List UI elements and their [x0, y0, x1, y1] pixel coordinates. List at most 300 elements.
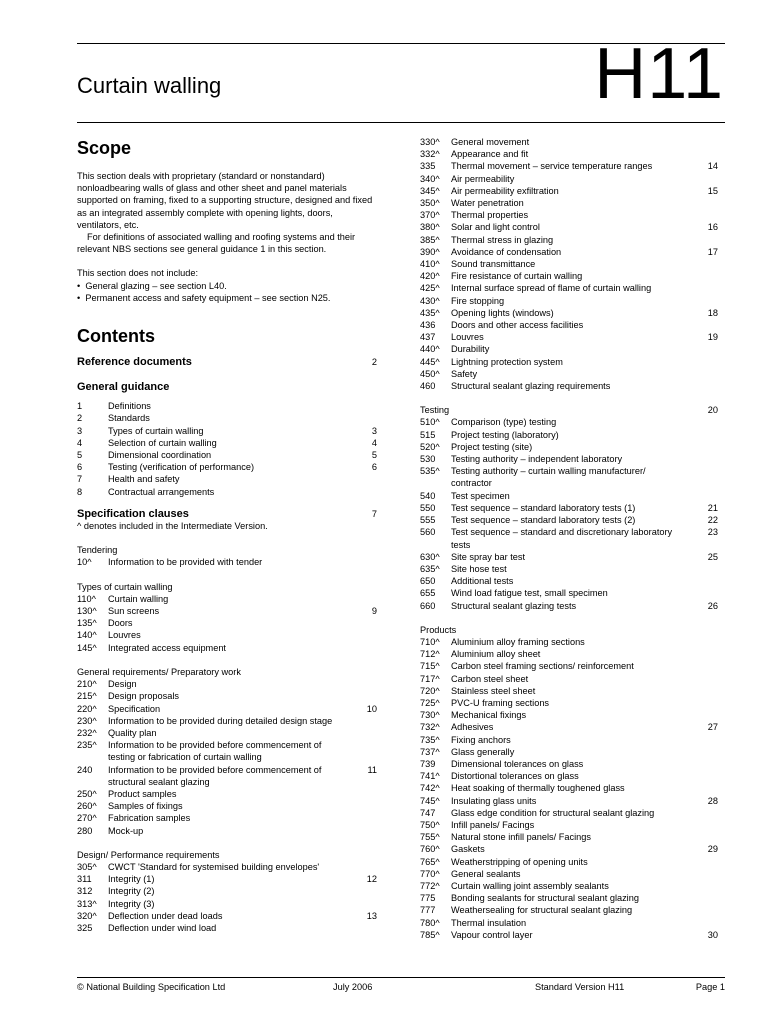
clause-title: Types of curtain walling [108, 425, 204, 436]
clause-entry [77, 642, 377, 654]
clause-page [688, 831, 718, 843]
clause-title: Air permeability [451, 173, 515, 184]
clause-title: Air permeability exfiltration [451, 185, 559, 196]
clause-number: 436 [420, 320, 436, 331]
clause-title: Testing authority – curtain walling manufacturer/ contractor [451, 466, 646, 489]
clause-entry [420, 209, 718, 221]
clause-title: Fire stopping [451, 295, 505, 306]
clause-number: 780^ [420, 917, 440, 928]
scope-bullet: • General glazing – see section L40. [77, 280, 227, 291]
clause-title: Doors [108, 618, 133, 629]
guidance-item [77, 449, 377, 461]
clause-title: Thermal properties [451, 210, 529, 221]
clause-page: 5 [371, 450, 377, 461]
clause-title: Stainless steel sheet [451, 685, 536, 696]
clause-number: 745^ [420, 795, 440, 806]
specification-clauses-entry: Specification clauses 7 [77, 507, 377, 520]
clause-entry [77, 764, 377, 788]
clause-title: Safety [451, 368, 478, 379]
clause-entry [77, 739, 377, 763]
clause-entry [77, 629, 377, 641]
clause-title: Test sequence – standard laboratory tests (2) [451, 515, 636, 526]
clause-page [347, 400, 377, 412]
clause-entry [77, 800, 377, 812]
clause-group-title: Design/ Performance requirements [77, 849, 220, 860]
clause-number: 777 [420, 905, 436, 916]
clause-title: Design proposals [108, 691, 179, 702]
clause-entry [420, 246, 718, 258]
clause-title: Information to be provided before commencement of structural sealant glazing [108, 764, 322, 787]
clause-entry [420, 856, 718, 868]
clause-title: Samples of fixings [108, 801, 183, 812]
clause-page [688, 673, 718, 685]
clause-number: 220^ [77, 703, 97, 714]
clause-number: 350^ [420, 198, 440, 209]
clause-page [347, 739, 377, 763]
clause-title: Standards [108, 413, 150, 424]
clause-entry [77, 898, 377, 910]
clause-group-title: Testing 20 [420, 405, 718, 416]
clause-title: Wind load fatigue test, small specimen [451, 588, 608, 599]
clause-number: 232^ [77, 727, 97, 738]
page-title: Curtain walling [77, 73, 222, 98]
clause-title: Weathersealing for structural sealant glazing [451, 905, 633, 916]
clause-entry [420, 258, 718, 270]
clause-entry [420, 892, 718, 904]
clause-entry [420, 453, 718, 465]
clause-group-title: Tendering [77, 545, 118, 556]
clause-entry [420, 221, 718, 233]
clause-number: 340^ [420, 173, 440, 184]
clause-entry [420, 502, 718, 514]
clause-page [347, 642, 377, 654]
clause-entry [420, 270, 718, 282]
clause-number: 270^ [77, 813, 97, 824]
clause-page [688, 258, 718, 270]
clause-entry [420, 441, 718, 453]
clause-page: 27 [707, 722, 718, 733]
guidance-item [77, 425, 377, 437]
clause-title: Louvres [451, 332, 484, 343]
clause-number: 325 [77, 922, 93, 933]
clause-number: 742^ [420, 783, 440, 794]
clause-entry [77, 727, 377, 739]
scope-bullet: • Permanent access and safety equipment – see section N25. [77, 292, 331, 303]
clause-number: 510^ [420, 417, 440, 428]
clause-page [688, 343, 718, 355]
clause-title: Insulating glass units [451, 795, 537, 806]
clause-page [347, 556, 377, 568]
clause-title: Bonding sealants for structural sealant glazing [451, 893, 639, 904]
clause-number: 210^ [77, 679, 97, 690]
clause-number: 535^ [420, 466, 440, 477]
clause-page: 6 [371, 462, 377, 473]
clause-page [688, 746, 718, 758]
clause-title: Thermal movement – service temperature ranges [451, 161, 653, 172]
clause-entry [420, 673, 718, 685]
clause-title: Test sequence – standard laboratory tests (1) [451, 502, 636, 513]
clause-title: Durability [451, 344, 490, 355]
clause-title: CWCT 'Standard for systemised building envelopes' [108, 861, 320, 872]
clause-title: Comparison (type) testing [451, 417, 557, 428]
clause-number: 712^ [420, 649, 440, 660]
clause-page: 21 [707, 502, 718, 513]
clause-entry [420, 234, 718, 246]
clause-page [688, 587, 718, 599]
clause-page [688, 270, 718, 282]
clause-title: Internal surface spread of flame of curtain walling [451, 283, 652, 294]
clause-page [347, 861, 377, 873]
clause-entry [420, 685, 718, 697]
clause-group-title: General requirements/ Preparatory work [77, 666, 241, 677]
clause-number: 420^ [420, 271, 440, 282]
clause-number: 130^ [77, 606, 97, 617]
clause-number: 230^ [77, 715, 97, 726]
clause-number: 390^ [420, 246, 440, 257]
clause-number: 515 [420, 429, 436, 440]
clause-number: 240 [77, 764, 93, 775]
clause-number: 741^ [420, 771, 440, 782]
clause-entry [420, 917, 718, 929]
clause-page: 12 [366, 874, 377, 885]
clause-entry [420, 758, 718, 770]
clause-number: 460 [420, 381, 436, 392]
clause-entry [420, 880, 718, 892]
clause-entry [77, 885, 377, 897]
clause-title: Site hose test [451, 563, 507, 574]
footer-date: July 2006 [333, 982, 373, 992]
clause-title: Information to be provided before commencement of testing or fabrication of curtain walling [108, 740, 322, 763]
clause-entry [420, 770, 718, 782]
clause-number: 755^ [420, 832, 440, 843]
clause-title: Vapour control layer [451, 929, 533, 940]
clause-page [688, 416, 718, 428]
clause-number: 630^ [420, 551, 440, 562]
clause-entry [77, 873, 377, 885]
clause-number: 135^ [77, 618, 97, 629]
clause-page: 19 [707, 332, 718, 343]
clause-groups-right [420, 136, 718, 941]
clause-page [347, 715, 377, 727]
clause-title: Mock-up [108, 825, 144, 836]
clause-title: Testing authority – independent laboratory [451, 454, 623, 465]
footer-copyright: © National Building Specification Ltd [77, 982, 226, 992]
guidance-item [77, 437, 377, 449]
clause-entry [420, 587, 718, 599]
guidance-list [77, 400, 377, 498]
clause-title: Product samples [108, 788, 177, 799]
clause-title: Contractual arrangements [108, 486, 215, 497]
clause-entry [420, 575, 718, 587]
clause-entry [77, 556, 377, 568]
clause-entry [77, 825, 377, 837]
clause-page: 11 [367, 764, 377, 775]
clause-number: 4 [77, 437, 83, 448]
clause-title: Definitions [108, 401, 151, 412]
clause-entry [77, 861, 377, 873]
general-guidance-entry: General guidance [77, 381, 170, 394]
clause-group [77, 544, 377, 568]
clause-title: Information to be provided with tender [108, 557, 263, 568]
clause-page: 17 [707, 246, 718, 257]
clause-entry [77, 593, 377, 605]
clause-entry [420, 429, 718, 441]
clause-page [688, 697, 718, 709]
clause-page: 4 [371, 437, 377, 448]
clause-title: Infill panels/ Facings [451, 819, 535, 830]
clause-entry [420, 660, 718, 672]
clause-title: Integrity (3) [108, 898, 155, 909]
footer-page-number: Page 1 [695, 982, 725, 992]
clause-group [77, 666, 377, 837]
clause-number: 440^ [420, 344, 440, 355]
clause-group [77, 581, 377, 654]
clause-title: Fabrication samples [108, 813, 191, 824]
clause-page [688, 770, 718, 782]
contents-heading: Contents [77, 326, 155, 347]
clause-page [347, 617, 377, 629]
clause-entry [420, 636, 718, 648]
clause-number: 332^ [420, 149, 440, 160]
clause-entry [420, 282, 718, 294]
clause-page [347, 486, 377, 498]
clause-title: Glass generally [451, 746, 515, 757]
clause-title: Fixing anchors [451, 734, 511, 745]
clause-page [347, 593, 377, 605]
clause-entry [77, 690, 377, 702]
clause-number: 445^ [420, 356, 440, 367]
clause-page: 29 [707, 844, 718, 855]
clause-entry [420, 782, 718, 794]
clause-page: 26 [707, 600, 718, 611]
reference-documents-entry: Reference documents 2 [77, 356, 377, 369]
clause-entry [420, 307, 718, 319]
guidance-item [77, 486, 377, 498]
clause-number: 215^ [77, 691, 97, 702]
clause-title: Test specimen [451, 490, 510, 501]
clause-page [347, 629, 377, 641]
clause-page [688, 380, 718, 392]
clause-title: Glass edge condition for structural sealant glazing [451, 807, 655, 818]
clause-entry [420, 868, 718, 880]
clause-page [347, 727, 377, 739]
clause-title: Integrity (2) [108, 886, 155, 897]
clause-page [688, 636, 718, 648]
clause-title: Weatherstripping of opening units [451, 856, 588, 867]
footer-version: Standard Version H11 [535, 982, 625, 992]
guidance-item [77, 400, 377, 412]
clause-title: Adhesives [451, 722, 494, 733]
clause-title: Carbon steel sheet [451, 673, 529, 684]
clause-title: Test sequence – standard and discretionary laboratory tests [451, 527, 673, 550]
clause-page: 3 [371, 425, 377, 436]
guidance-item [77, 473, 377, 485]
section-code: H11 [594, 34, 724, 114]
clause-number: 345^ [420, 185, 440, 196]
clause-number: 720^ [420, 685, 440, 696]
clause-page [688, 136, 718, 148]
clause-page [688, 782, 718, 794]
clause-number: 750^ [420, 819, 440, 830]
clause-number: 385^ [420, 234, 440, 245]
clause-page [688, 917, 718, 929]
clause-entry [420, 368, 718, 380]
clause-page [688, 904, 718, 916]
clause-number: 311 [77, 874, 92, 885]
clause-entry [77, 703, 377, 715]
clause-number: 335 [420, 161, 436, 172]
clause-page [688, 734, 718, 746]
clause-title: Selection of curtain walling [108, 437, 217, 448]
clause-number: 555 [420, 515, 436, 526]
clause-title: Gaskets [451, 844, 485, 855]
clause-page [688, 295, 718, 307]
clause-entry [420, 148, 718, 160]
clause-page: 13 [366, 910, 377, 921]
clause-title: Thermal stress in glazing [451, 234, 554, 245]
clause-page [688, 660, 718, 672]
clause-page [347, 825, 377, 837]
clause-number: 760^ [420, 844, 440, 855]
clause-title: Carbon steel framing sections/ reinforcement [451, 661, 634, 672]
clause-page: 16 [707, 222, 718, 233]
clause-title: Information to be provided during detailed design stage [108, 715, 333, 726]
clause-number: 430^ [420, 295, 440, 306]
clause-entry [420, 160, 718, 172]
clause-number: 5 [77, 450, 83, 461]
clause-entry [420, 843, 718, 855]
intermediate-version-note: ^ denotes included in the Intermediate Version. [77, 521, 268, 532]
clause-title: Mechanical fixings [451, 710, 527, 721]
clause-number: 8 [77, 486, 83, 497]
clause-entry [420, 319, 718, 331]
clause-entry [420, 465, 718, 489]
clause-entry [420, 831, 718, 843]
clause-title: Water penetration [451, 198, 524, 209]
clause-entry [77, 812, 377, 824]
clause-title: Sound transmittance [451, 259, 536, 270]
clause-page [688, 685, 718, 697]
clause-title: PVC-U framing sections [451, 697, 550, 708]
clause-title: Integrity (1) [108, 874, 155, 885]
clause-page [688, 892, 718, 904]
clause-title: Curtain walling [108, 593, 169, 604]
clause-number: 305^ [77, 861, 97, 872]
clause-entry [420, 795, 718, 807]
clause-title: Natural stone infill panels/ Facings [451, 832, 591, 843]
clause-page [347, 885, 377, 897]
clause-title: Aluminium alloy sheet [451, 649, 541, 660]
clause-page [347, 412, 377, 424]
clause-entry [420, 697, 718, 709]
clause-number: 260^ [77, 801, 97, 812]
clause-number: 785^ [420, 929, 440, 940]
clause-page [688, 453, 718, 465]
clause-entry [420, 746, 718, 758]
clause-page [688, 197, 718, 209]
clause-entry [77, 678, 377, 690]
clause-page: 14 [707, 161, 718, 172]
clause-entry [420, 563, 718, 575]
clause-page: 9 [371, 606, 377, 617]
clause-entry [420, 380, 718, 392]
clause-page: 18 [707, 307, 718, 318]
clause-page [688, 819, 718, 831]
clause-title: Health and safety [108, 474, 180, 485]
guidance-item [77, 461, 377, 473]
footer-rule [77, 977, 725, 978]
clause-page: 28 [707, 795, 718, 806]
clause-page [688, 575, 718, 587]
clause-number: 450^ [420, 368, 440, 379]
clause-page [347, 922, 377, 934]
clause-number: 739 [420, 758, 436, 769]
clause-entry [77, 922, 377, 934]
clause-page [688, 709, 718, 721]
clause-page [688, 429, 718, 441]
clause-number: 717^ [420, 673, 440, 684]
clause-number: 710^ [420, 636, 440, 647]
header-rule [77, 122, 725, 123]
clause-page [347, 788, 377, 800]
clause-page: 23 [707, 527, 718, 538]
clause-title: Solar and light control [451, 222, 540, 233]
clause-page [688, 807, 718, 819]
clause-title: Integrated access equipment [108, 642, 226, 653]
clause-number: 3 [77, 425, 83, 436]
clause-title: General movement [451, 137, 530, 147]
clause-entry [420, 721, 718, 733]
clause-page [688, 856, 718, 868]
clause-title: Testing (verification of performance) [108, 462, 255, 473]
clause-page [347, 898, 377, 910]
clause-entry [420, 807, 718, 819]
clause-entry [420, 551, 718, 563]
clause-entry [420, 904, 718, 916]
clause-number: 380^ [420, 222, 440, 233]
clause-number: 320^ [77, 910, 97, 921]
clause-page [688, 234, 718, 246]
clause-title: Dimensional tolerances on glass [451, 758, 584, 769]
clause-entry [420, 526, 718, 550]
clause-title: Quality plan [108, 727, 157, 738]
clause-title: Deflection under dead loads [108, 910, 223, 921]
clause-title: Design [108, 679, 137, 690]
clause-entry [77, 715, 377, 727]
clause-number: 313^ [77, 898, 97, 909]
clause-number: 715^ [420, 661, 440, 672]
clause-number: 330^ [420, 137, 440, 147]
clause-number: 7 [77, 474, 83, 485]
clause-entry [77, 910, 377, 922]
clause-title: Sun screens [108, 606, 160, 617]
scope-paragraph: This section deals with proprietary (standard or nonstandard) nonloadbearing walls of glass and other sheet and panel materials supported on framing, fixed to a supporting structure, designed and fixed as an integrated assembly complete with opening lights, doors, ventilators, etc. [77, 171, 373, 230]
clause-page [688, 563, 718, 575]
clause-number: 655 [420, 588, 436, 599]
clause-title: Heat soaking of thermally toughened glass [451, 783, 625, 794]
clause-number: 550 [420, 502, 436, 513]
clause-page [688, 490, 718, 502]
clause-page [688, 209, 718, 221]
clause-entry [420, 648, 718, 660]
clause-page [347, 800, 377, 812]
guidance-item [77, 412, 377, 424]
clause-number: 660 [420, 600, 436, 611]
clause-number: 747 [420, 807, 436, 818]
clause-page [347, 812, 377, 824]
clause-page [688, 758, 718, 770]
clause-number: 725^ [420, 697, 440, 708]
